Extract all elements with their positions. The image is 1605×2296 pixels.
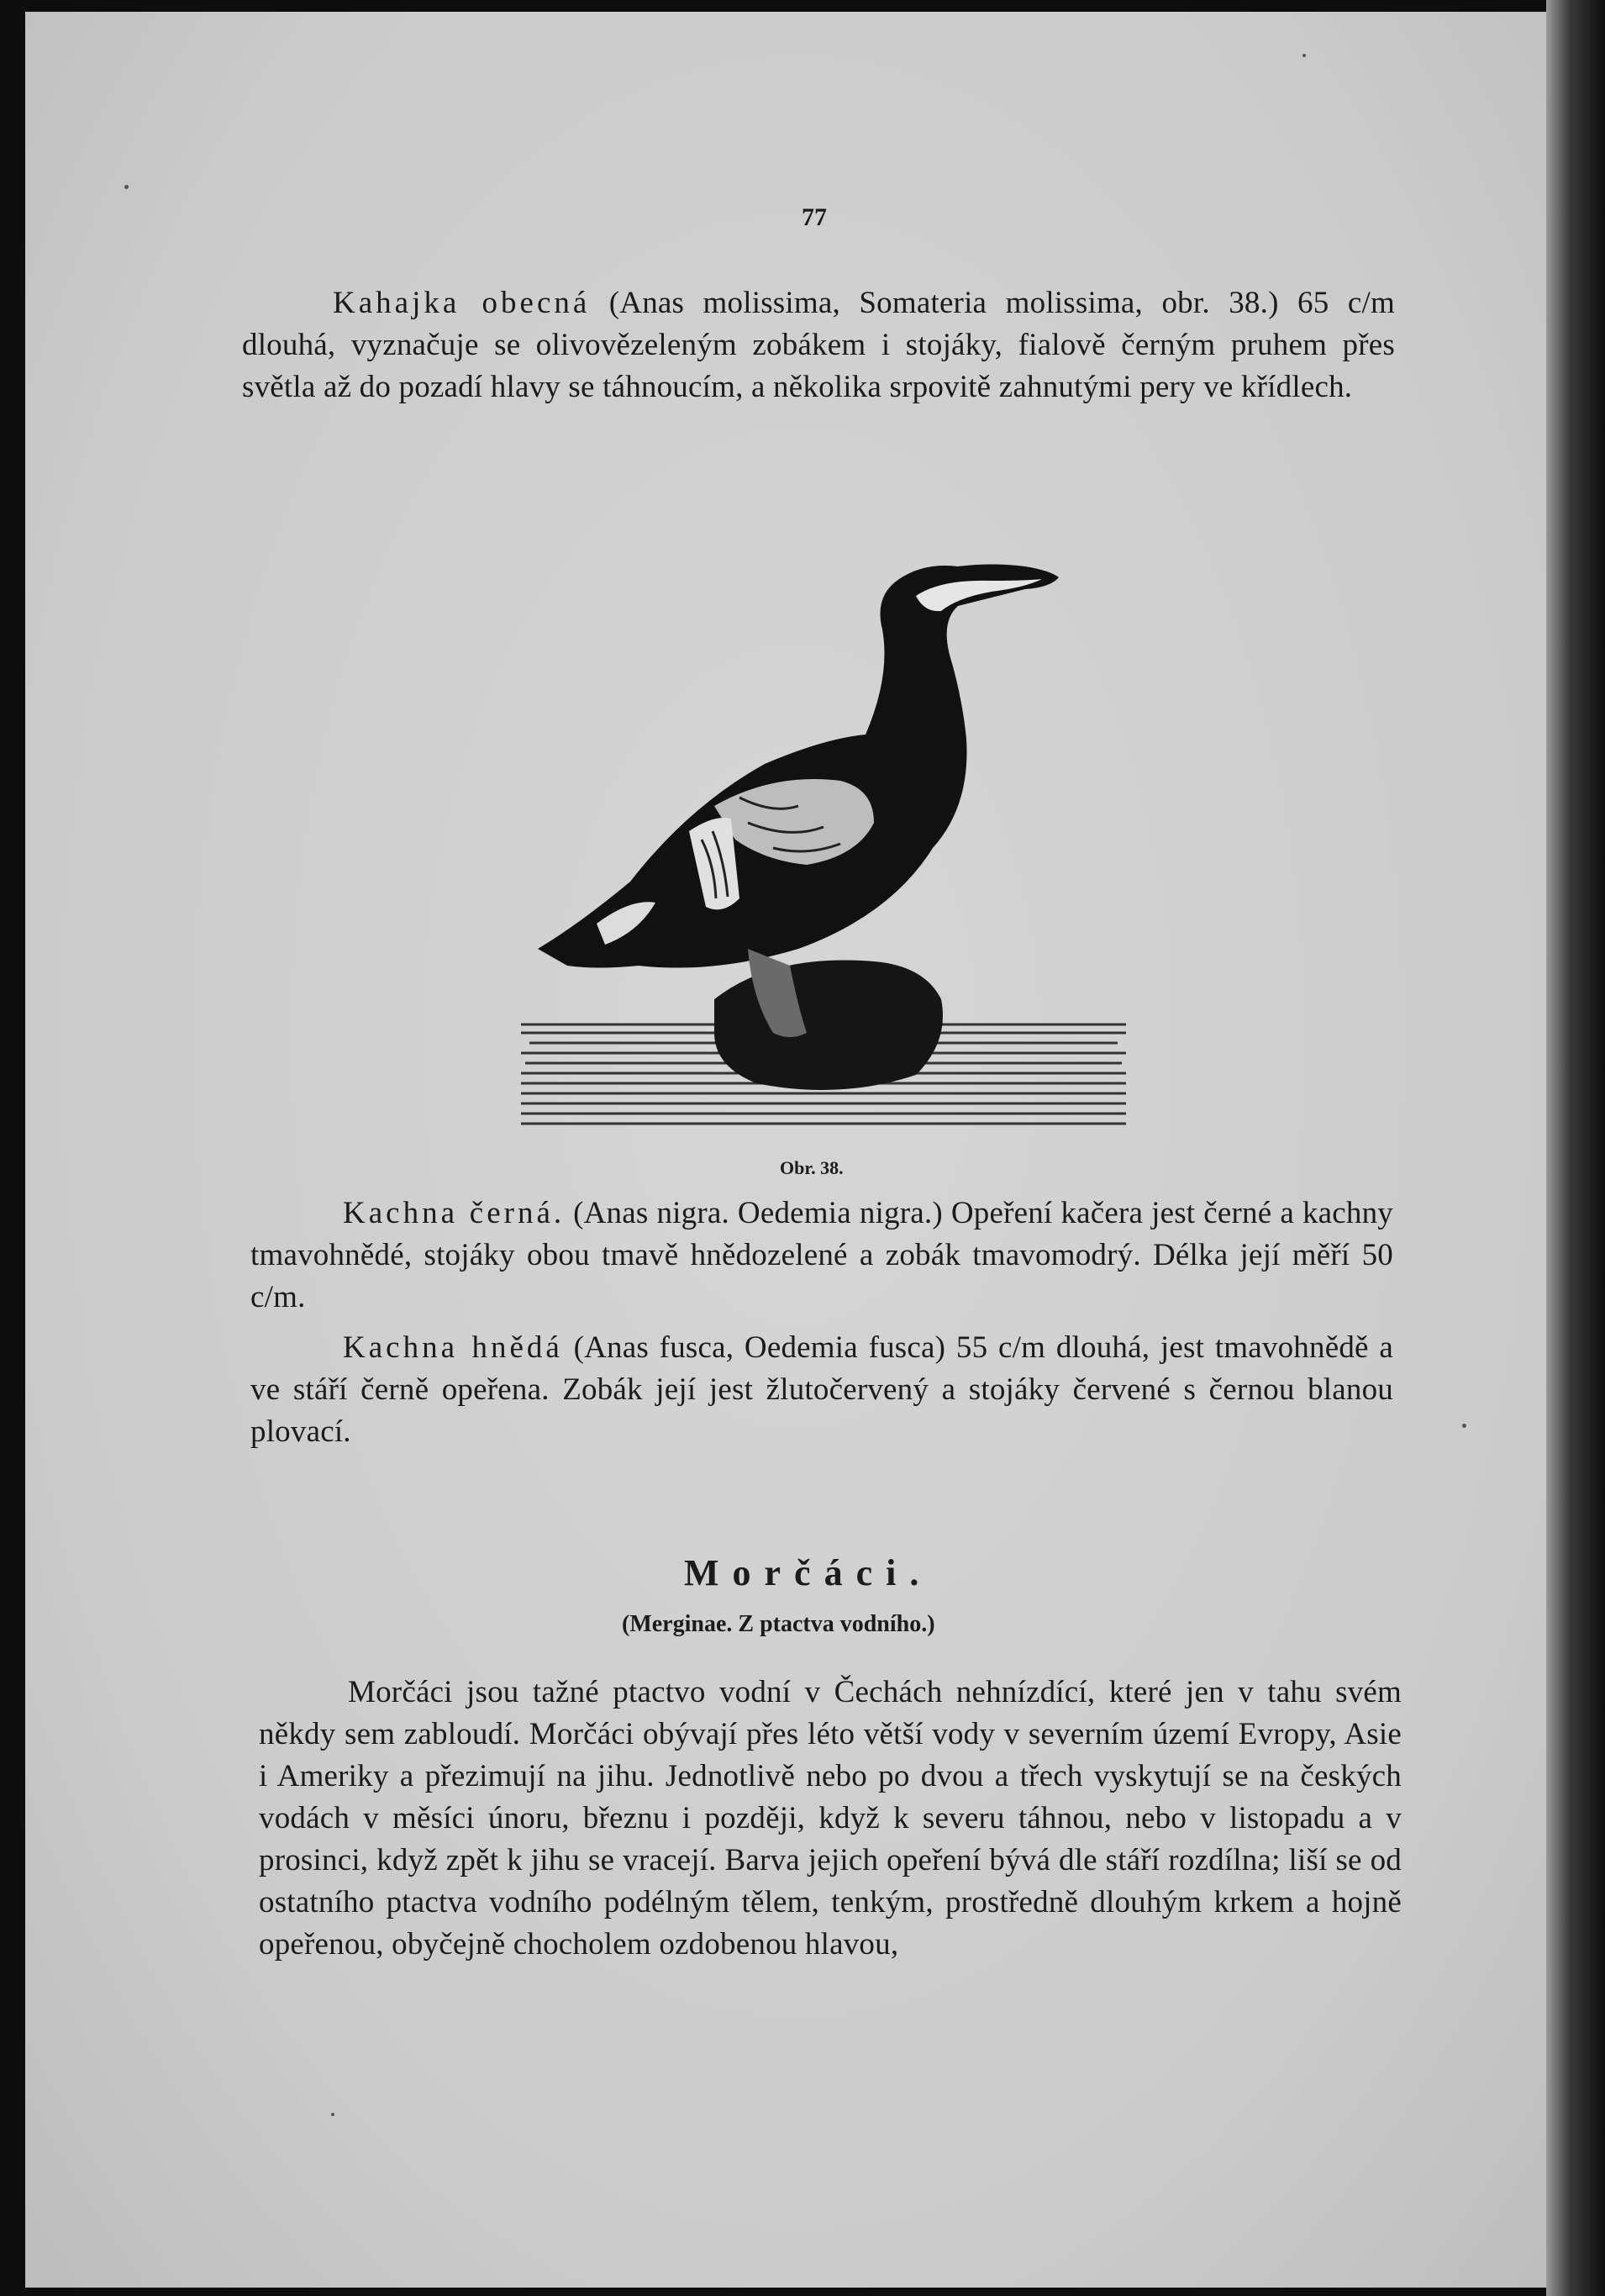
print-speck [124, 185, 129, 189]
paragraph-eider [242, 282, 1395, 408]
figure-duck-illustration [521, 529, 1126, 1138]
print-speck [331, 2113, 334, 2116]
figure-caption: Obr. 38. [780, 1157, 844, 1178]
page-edge-shadow [1546, 0, 1605, 2296]
duck-engraving [521, 529, 1126, 1138]
paragraph-black-duck [250, 1193, 1393, 1319]
species-name: Kachna hnědá [343, 1330, 563, 1365]
book-page [25, 12, 1570, 2288]
species-name: Kahajka obecná [333, 286, 591, 320]
paragraph-text: (Anas fusca, Oedemia fusca) 55 c/m dlouhá, jest tmavohnědě a ve stáří černě opeřena. Zobák její jest žlutočervený a stojáky červené s černou blanou plovací. [250, 1330, 1393, 1449]
print-speck [1462, 1424, 1466, 1428]
section-title: Morčáci. [684, 1552, 933, 1593]
section-subtitle: (Merginae. Z ptactva vodního.) [622, 1611, 935, 1637]
duck-body [538, 565, 1059, 968]
paragraph-text: (Anas nigra. Oedemia nigra.) Opeření kačera jest černé a kachny tmavohnědé, stojáky obou tmavě hnědozelené a zobák tmavomodrý. Délka její měří 50 c/m. [250, 1196, 1393, 1314]
page-number: 77 [802, 203, 827, 231]
species-name: Kachna černá. [343, 1196, 566, 1230]
print-speck [1302, 54, 1306, 57]
paragraph-brown-duck [250, 1327, 1393, 1453]
rock [714, 960, 943, 1090]
paragraph-text: (Anas molissima, Somateria molissima, obr. 38.) 65 c/m dlouhá, vyznačuje se olivovězeleným zobákem i stojáky, fialově černým pruhem přes světla až do pozadí hlavy se táhnoucím, a několika srpovitě zahnutými pery ve křídlech. [242, 286, 1395, 404]
paragraph-mergansers: Morčáci jsou tažné ptactvo vodní v Čechách nehnízdící, které jen v tahu svém někdy sem zabloudí. Morčáci obývají přes léto větší vody v severním území Evropy, Asie i Ameriky a přezimují na jihu. Jednotlivě nebo po dvou a třech vyskytují se na českých vodách v měsíci únoru, březnu i později, když k severu táhnou, nebo v listopadu a v prosinci, když zpět k jihu se vracejí. Barva jejich opeření bývá dle stáří rozdílna; liší se od ostatního ptactva vodního podélným tělem, tenkým, prostředně dlouhým krkem a hojně opeřenou, obyčejně chocholem ozdobenou hlavou, [259, 1675, 1402, 1962]
